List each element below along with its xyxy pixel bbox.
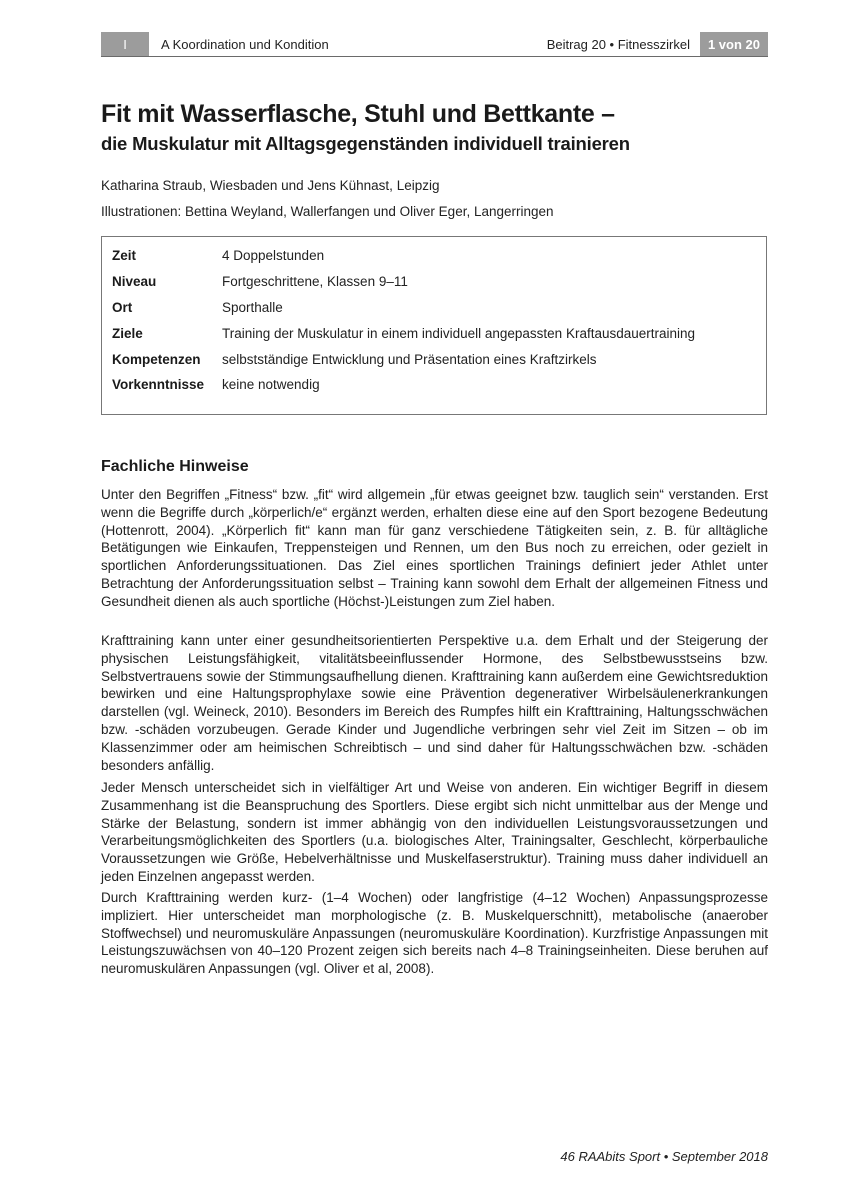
page-header (101, 32, 768, 57)
section-heading: Fachliche Hinweise (101, 458, 249, 475)
paragraph: Unter den Begriffen „Fitness“ bzw. „fit“ wird allgemein „für etwas geeignet bzw. tauglich sein“ verstanden. Erst wenn die Begriffe durch „körperlich/e“ ergänzt werden, erhalten diese eine auf den Sport bezogene Bedeutung (Hottenrott, 2004). „Körperlich fit“ kann man für ganz verschiedene Tätigkeiten sein, z. B. für alltägliche Betätigungen wie Einkaufen, Treppensteigen und Rennen, um den Bus noch zu erreichen, oder gezielt in sportlichen Anforderungssituationen. Das Ziel eines sportlichen Trainings definiert jeder Athlet unter Betrachtung der Anforderungssituation selbst – Training kann sowohl dem Erhalt der allgemeinen Fitness und Gesundheit dienen als auch sportliche (Höchst-)Leistungen zum Ziel haben. (101, 487, 768, 609)
chapter-label: A Koordination und Kondition (161, 36, 329, 52)
info-row-ziele (102, 320, 766, 346)
page-footer: 46 RAAbits Sport • September 2018 (560, 1149, 768, 1164)
paragraph: Durch Krafttraining werden kurz- (1–4 Wochen) oder langfristige (4–12 Wochen) Anpassungsprozesse impliziert. Hier unterscheidet man morphologische (z. B. Muskelquerschnitt), metabolische (anaerober Stoffwechsel) und neuromuskuläre Anpassungen (neuromuskuläre Koordination). Kurzfristige Anpassungen mit Leistungszuwächsen von 40–120 Prozent zeigen sich bereits nach 4–8 Trainingseinheiten. Diese beruhen auf neuromuskulären Anpassungen (vgl. Oliver et al, 2008). (101, 890, 768, 977)
page-indicator-badge: 1 von 20 (700, 32, 768, 56)
info-key: Niveau (112, 274, 157, 290)
info-value: Training der Muskulatur in einem individuell angepassten Kraftausdauertraining (222, 325, 696, 341)
info-value: Fortgeschrittene, Klassen 9–11 (222, 274, 408, 290)
info-key: Vorkenntnisse (112, 377, 205, 393)
page-subtitle: die Muskulatur mit Alltagsgegenständen individuell trainieren (101, 133, 630, 154)
beitrag-label: Beitrag 20 • Fitnesszirkel (546, 36, 690, 52)
section-number-badge: I (101, 32, 149, 56)
page-title: Fit mit Wasserflasche, Stuhl und Bettkante – (101, 100, 615, 128)
info-row-zeit (102, 243, 766, 269)
info-value: keine notwendig (222, 377, 320, 393)
info-key: Ziele (112, 325, 143, 341)
info-row-ort (102, 295, 766, 321)
info-box (101, 236, 767, 415)
illustrations-line: Illustrationen: Bettina Weyland, Wallerfangen und Oliver Eger, Langerringen (101, 204, 554, 219)
info-key: Zeit (112, 248, 137, 264)
paragraph: Jeder Mensch unterscheidet sich in vielfältiger Art und Weise von anderen. Ein wichtiger Begriff in diesem Zusammenhang ist die Beanspruchung des Sportlers. Diese ergibt sich nicht unmittelbar aus der Menge und Stärke der Belastung, sondern ist immer abhängig von den individuellen Leistungsvoraussetzungen und Verarbeitungsmöglichkeiten des Sportlers (u.a. biologisches Alter, Trainingsalter, Geschlecht, körperbauliche Voraussetzungen wie Größe, Hebelverhältnisse und Muskelfaserstruktur). Training muss daher individuell an jeden Einzelnen angepasst werden. (101, 780, 768, 884)
authors-line: Katharina Straub, Wiesbaden und Jens Kühnast, Leipzig (101, 178, 440, 193)
info-key: Ort (112, 299, 133, 315)
info-row-vorkenntnisse (102, 372, 766, 398)
paragraph: Krafttraining kann unter einer gesundheitsorientierten Perspektive u.a. dem Erhalt und der Steigerung der physischen Leistungsfähigkeit, vitalitätsbeeinflussender Hormone, des Selbstbewusstseins bzw. Selbstvertrauens sowie der Stimmungsaufhellung dienen. Krafttraining kann außerdem eine Gewichtsreduktion bewirken und eine Haltungsprophylaxe sowie eine Prävention degenerativer Wirbelsäulenerkrankungen darstellen (vgl. Weineck, 2010). Besonders im Bereich des Rumpfes hilft ein Krafttraining, Haltungsschwächen bzw. -schäden vorzubeugen. Gerade Kinder und Jugendliche verbringen sehr viel Zeit im Sitzen – ob im Klassenzimmer oder am heimischen Schreibtisch – und sind daher für Haltungsschwächen bzw. -schäden besonders anfällig. (101, 633, 768, 773)
info-value: Sporthalle (222, 299, 283, 315)
info-row-niveau (102, 269, 766, 295)
info-value: selbstständige Entwicklung und Präsentation eines Kraftzirkels (222, 351, 597, 367)
info-row-kompetenzen (102, 346, 766, 372)
info-value: 4 Doppelstunden (222, 248, 325, 264)
info-key: Kompetenzen (112, 351, 201, 367)
